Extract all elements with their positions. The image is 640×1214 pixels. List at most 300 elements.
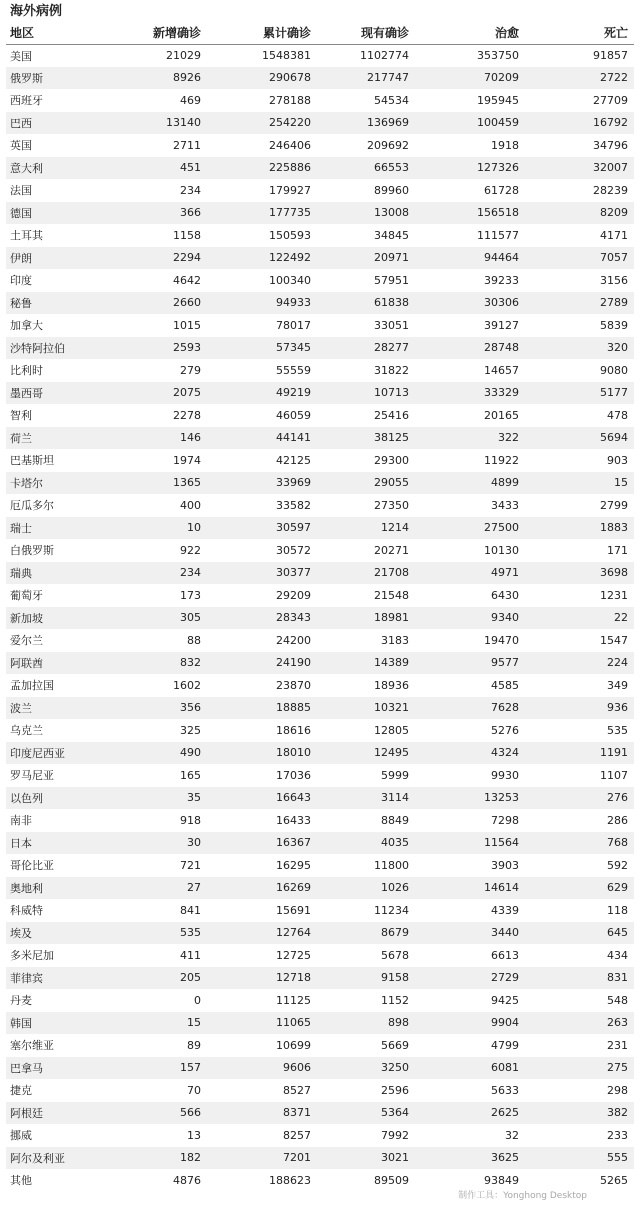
cell-recovered: 10130 — [412, 539, 522, 562]
cell-active-confirmed: 1102774 — [314, 44, 412, 67]
cell-recovered: 11564 — [412, 832, 522, 855]
cell-active-confirmed: 217747 — [314, 67, 412, 90]
cell-deaths: 32007 — [522, 157, 634, 180]
cell-region: 巴西 — [6, 112, 104, 135]
cell-total-confirmed: 290678 — [204, 67, 314, 90]
cell-new-confirmed: 2660 — [104, 292, 204, 315]
cell-recovered: 4324 — [412, 742, 522, 765]
cell-deaths: 382 — [522, 1102, 634, 1125]
cell-new-confirmed: 535 — [104, 922, 204, 945]
cell-total-confirmed: 150593 — [204, 224, 314, 247]
cell-deaths: 7057 — [522, 247, 634, 270]
table-row[interactable] — [6, 427, 634, 450]
table-row[interactable] — [6, 539, 634, 562]
table-row[interactable] — [6, 697, 634, 720]
table-row[interactable] — [6, 562, 634, 585]
cell-active-confirmed: 66553 — [314, 157, 412, 180]
cell-new-confirmed: 1974 — [104, 449, 204, 472]
cell-region: 荷兰 — [6, 427, 104, 450]
cell-region: 土耳其 — [6, 224, 104, 247]
cell-recovered: 9425 — [412, 989, 522, 1012]
cell-recovered: 156518 — [412, 202, 522, 225]
cell-active-confirmed: 57951 — [314, 269, 412, 292]
cell-new-confirmed: 8926 — [104, 67, 204, 90]
cell-new-confirmed: 922 — [104, 539, 204, 562]
column-header-new-confirmed[interactable]: 新增确诊 — [104, 21, 204, 44]
cell-deaths: 548 — [522, 989, 634, 1012]
column-header-active-confirmed[interactable]: 现有确诊 — [314, 21, 412, 44]
cell-new-confirmed: 70 — [104, 1079, 204, 1102]
column-header-total-confirmed[interactable]: 累计确诊 — [204, 21, 314, 44]
table-row[interactable] — [6, 922, 634, 945]
cell-total-confirmed: 12764 — [204, 922, 314, 945]
cell-new-confirmed: 2711 — [104, 134, 204, 157]
cell-deaths: 2799 — [522, 494, 634, 517]
table-row[interactable] — [6, 1102, 634, 1125]
cell-new-confirmed: 1602 — [104, 674, 204, 697]
cell-active-confirmed: 1214 — [314, 517, 412, 540]
cell-new-confirmed: 157 — [104, 1057, 204, 1080]
cell-recovered: 4585 — [412, 674, 522, 697]
cell-deaths: 276 — [522, 787, 634, 810]
cell-deaths: 231 — [522, 1034, 634, 1057]
cell-total-confirmed: 8257 — [204, 1124, 314, 1147]
cell-deaths: 286 — [522, 809, 634, 832]
cell-region: 新加坡 — [6, 607, 104, 630]
table-row[interactable] — [6, 1147, 634, 1170]
cell-total-confirmed: 78017 — [204, 314, 314, 337]
cell-recovered: 30306 — [412, 292, 522, 315]
cell-region: 意大利 — [6, 157, 104, 180]
cell-deaths: 5265 — [522, 1169, 634, 1192]
cell-region: 白俄罗斯 — [6, 539, 104, 562]
cell-recovered: 9904 — [412, 1012, 522, 1035]
table-row[interactable] — [6, 224, 634, 247]
cell-region: 智利 — [6, 404, 104, 427]
cell-total-confirmed: 246406 — [204, 134, 314, 157]
cell-region: 奥地利 — [6, 877, 104, 900]
cell-active-confirmed: 3183 — [314, 629, 412, 652]
cell-active-confirmed: 5669 — [314, 1034, 412, 1057]
cell-deaths: 275 — [522, 1057, 634, 1080]
table-row[interactable] — [6, 1079, 634, 1102]
cell-active-confirmed: 14389 — [314, 652, 412, 675]
cell-new-confirmed: 469 — [104, 89, 204, 112]
cases-table — [6, 21, 634, 1192]
cell-recovered: 27500 — [412, 517, 522, 540]
cell-deaths: 831 — [522, 967, 634, 990]
cell-total-confirmed: 18010 — [204, 742, 314, 765]
cell-recovered: 5276 — [412, 719, 522, 742]
cell-new-confirmed: 15 — [104, 1012, 204, 1035]
cell-active-confirmed: 12495 — [314, 742, 412, 765]
cell-active-confirmed: 7992 — [314, 1124, 412, 1147]
cell-total-confirmed: 24190 — [204, 652, 314, 675]
cell-recovered: 9577 — [412, 652, 522, 675]
cell-region: 科威特 — [6, 899, 104, 922]
cell-deaths: 28239 — [522, 179, 634, 202]
cell-new-confirmed: 279 — [104, 359, 204, 382]
cell-region: 德国 — [6, 202, 104, 225]
cell-recovered: 61728 — [412, 179, 522, 202]
cell-region: 卡塔尔 — [6, 472, 104, 495]
cell-total-confirmed: 122492 — [204, 247, 314, 270]
table-row[interactable] — [6, 787, 634, 810]
table-row[interactable] — [6, 112, 634, 135]
cell-new-confirmed: 205 — [104, 967, 204, 990]
cell-recovered: 2729 — [412, 967, 522, 990]
table-row[interactable] — [6, 584, 634, 607]
cell-new-confirmed: 10 — [104, 517, 204, 540]
cell-recovered: 195945 — [412, 89, 522, 112]
cell-deaths: 5839 — [522, 314, 634, 337]
cell-total-confirmed: 11125 — [204, 989, 314, 1012]
cell-active-confirmed: 5678 — [314, 944, 412, 967]
cell-recovered: 6613 — [412, 944, 522, 967]
cell-total-confirmed: 12725 — [204, 944, 314, 967]
cell-total-confirmed: 8371 — [204, 1102, 314, 1125]
column-header-deaths[interactable]: 死亡 — [522, 21, 634, 44]
cell-deaths: 9080 — [522, 359, 634, 382]
table-row[interactable] — [6, 764, 634, 787]
cell-active-confirmed: 1026 — [314, 877, 412, 900]
cell-total-confirmed: 179927 — [204, 179, 314, 202]
table-row[interactable] — [6, 1034, 634, 1057]
cell-total-confirmed: 18616 — [204, 719, 314, 742]
cell-total-confirmed: 16295 — [204, 854, 314, 877]
cell-active-confirmed: 33051 — [314, 314, 412, 337]
table-row[interactable] — [6, 494, 634, 517]
table-row[interactable] — [6, 809, 634, 832]
cell-active-confirmed: 54534 — [314, 89, 412, 112]
table-row[interactable] — [6, 967, 634, 990]
cell-new-confirmed: 234 — [104, 562, 204, 585]
cell-region: 巴拿马 — [6, 1057, 104, 1080]
cell-new-confirmed: 411 — [104, 944, 204, 967]
table-row[interactable] — [6, 67, 634, 90]
table-row[interactable] — [6, 989, 634, 1012]
cell-total-confirmed: 18885 — [204, 697, 314, 720]
table-row[interactable] — [6, 877, 634, 900]
cell-recovered: 4971 — [412, 562, 522, 585]
cell-new-confirmed: 841 — [104, 899, 204, 922]
cell-recovered: 6081 — [412, 1057, 522, 1080]
cell-total-confirmed: 30597 — [204, 517, 314, 540]
cell-total-confirmed: 11065 — [204, 1012, 314, 1035]
table-row[interactable] — [6, 292, 634, 315]
cell-region: 以色列 — [6, 787, 104, 810]
cell-deaths: 535 — [522, 719, 634, 742]
cell-deaths: 768 — [522, 832, 634, 855]
cell-recovered: 2625 — [412, 1102, 522, 1125]
cell-new-confirmed: 182 — [104, 1147, 204, 1170]
column-header-region[interactable]: 地区 — [6, 21, 104, 44]
cell-total-confirmed: 55559 — [204, 359, 314, 382]
cell-active-confirmed: 13008 — [314, 202, 412, 225]
cell-active-confirmed: 34845 — [314, 224, 412, 247]
cell-region: 英国 — [6, 134, 104, 157]
cell-region: 秘鲁 — [6, 292, 104, 315]
cell-deaths: 5177 — [522, 382, 634, 405]
table-row[interactable] — [6, 337, 634, 360]
cell-deaths: 2789 — [522, 292, 634, 315]
cell-new-confirmed: 400 — [104, 494, 204, 517]
table-row[interactable] — [6, 314, 634, 337]
table-row[interactable] — [6, 157, 634, 180]
cell-new-confirmed: 566 — [104, 1102, 204, 1125]
cell-active-confirmed: 18981 — [314, 607, 412, 630]
table-row[interactable] — [6, 517, 634, 540]
cell-new-confirmed: 832 — [104, 652, 204, 675]
cell-active-confirmed: 28277 — [314, 337, 412, 360]
table-row[interactable] — [6, 944, 634, 967]
cell-new-confirmed: 88 — [104, 629, 204, 652]
cell-new-confirmed: 366 — [104, 202, 204, 225]
cell-recovered: 7628 — [412, 697, 522, 720]
cell-recovered: 20165 — [412, 404, 522, 427]
cell-recovered: 111577 — [412, 224, 522, 247]
cell-region: 瑞士 — [6, 517, 104, 540]
cell-deaths: 4171 — [522, 224, 634, 247]
cell-region: 巴基斯坦 — [6, 449, 104, 472]
cell-region: 爱尔兰 — [6, 629, 104, 652]
table-row[interactable] — [6, 899, 634, 922]
cell-recovered: 33329 — [412, 382, 522, 405]
cell-total-confirmed: 29209 — [204, 584, 314, 607]
cell-total-confirmed: 17036 — [204, 764, 314, 787]
cell-active-confirmed: 20971 — [314, 247, 412, 270]
table-row[interactable] — [6, 89, 634, 112]
table-row[interactable] — [6, 832, 634, 855]
cell-region: 印度 — [6, 269, 104, 292]
cell-recovered: 4799 — [412, 1034, 522, 1057]
table-row[interactable] — [6, 854, 634, 877]
cell-deaths: 34796 — [522, 134, 634, 157]
cell-total-confirmed: 177735 — [204, 202, 314, 225]
cell-region: 罗马尼亚 — [6, 764, 104, 787]
cell-deaths: 3698 — [522, 562, 634, 585]
cell-region: 多米尼加 — [6, 944, 104, 967]
cell-new-confirmed: 13140 — [104, 112, 204, 135]
cell-new-confirmed: 2294 — [104, 247, 204, 270]
cell-deaths: 349 — [522, 674, 634, 697]
cell-deaths: 903 — [522, 449, 634, 472]
cell-active-confirmed: 5364 — [314, 1102, 412, 1125]
cell-new-confirmed: 918 — [104, 809, 204, 832]
cell-region: 丹麦 — [6, 989, 104, 1012]
cell-recovered: 19470 — [412, 629, 522, 652]
table-row[interactable] — [6, 269, 634, 292]
column-header-recovered[interactable]: 治愈 — [412, 21, 522, 44]
cell-active-confirmed: 18936 — [314, 674, 412, 697]
cell-region: 其他 — [6, 1169, 104, 1192]
cell-region: 埃及 — [6, 922, 104, 945]
cell-active-confirmed: 25416 — [314, 404, 412, 427]
cell-region: 菲律宾 — [6, 967, 104, 990]
cell-active-confirmed: 3250 — [314, 1057, 412, 1080]
cell-deaths: 320 — [522, 337, 634, 360]
cell-recovered: 11922 — [412, 449, 522, 472]
table-row[interactable] — [6, 134, 634, 157]
cell-region: 挪威 — [6, 1124, 104, 1147]
cell-recovered: 6430 — [412, 584, 522, 607]
cell-deaths: 592 — [522, 854, 634, 877]
cell-active-confirmed: 136969 — [314, 112, 412, 135]
cell-region: 乌克兰 — [6, 719, 104, 742]
table-row[interactable] — [6, 202, 634, 225]
cell-active-confirmed: 29300 — [314, 449, 412, 472]
cell-total-confirmed: 15691 — [204, 899, 314, 922]
cell-recovered: 3625 — [412, 1147, 522, 1170]
table-row[interactable] — [6, 404, 634, 427]
cell-total-confirmed: 42125 — [204, 449, 314, 472]
cell-recovered: 28748 — [412, 337, 522, 360]
cell-deaths: 5694 — [522, 427, 634, 450]
cell-deaths: 555 — [522, 1147, 634, 1170]
cell-new-confirmed: 490 — [104, 742, 204, 765]
table-row[interactable] — [6, 1124, 634, 1147]
cell-total-confirmed: 24200 — [204, 629, 314, 652]
table-row[interactable] — [6, 629, 634, 652]
cell-active-confirmed: 29055 — [314, 472, 412, 495]
cell-deaths: 936 — [522, 697, 634, 720]
cell-region: 厄瓜多尔 — [6, 494, 104, 517]
cell-recovered: 14614 — [412, 877, 522, 900]
cell-new-confirmed: 146 — [104, 427, 204, 450]
cell-total-confirmed: 94933 — [204, 292, 314, 315]
cell-recovered: 70209 — [412, 67, 522, 90]
cell-total-confirmed: 46059 — [204, 404, 314, 427]
cell-new-confirmed: 173 — [104, 584, 204, 607]
cell-total-confirmed: 225886 — [204, 157, 314, 180]
cell-region: 南非 — [6, 809, 104, 832]
cell-deaths: 434 — [522, 944, 634, 967]
table-row[interactable] — [6, 607, 634, 630]
cell-recovered: 100459 — [412, 112, 522, 135]
cell-recovered: 32 — [412, 1124, 522, 1147]
table-row[interactable] — [6, 1057, 634, 1080]
cell-active-confirmed: 8679 — [314, 922, 412, 945]
cell-recovered: 3903 — [412, 854, 522, 877]
cell-recovered: 94464 — [412, 247, 522, 270]
cell-region: 阿根廷 — [6, 1102, 104, 1125]
cell-new-confirmed: 721 — [104, 854, 204, 877]
cell-active-confirmed: 21548 — [314, 584, 412, 607]
cell-new-confirmed: 0 — [104, 989, 204, 1012]
cell-region: 俄罗斯 — [6, 67, 104, 90]
cell-new-confirmed: 325 — [104, 719, 204, 742]
cell-deaths: 645 — [522, 922, 634, 945]
cell-total-confirmed: 16433 — [204, 809, 314, 832]
cell-total-confirmed: 10699 — [204, 1034, 314, 1057]
cell-active-confirmed: 10713 — [314, 382, 412, 405]
table-row[interactable] — [6, 44, 634, 67]
cell-recovered: 5633 — [412, 1079, 522, 1102]
cell-active-confirmed: 2596 — [314, 1079, 412, 1102]
table-row[interactable] — [6, 652, 634, 675]
cell-active-confirmed: 89960 — [314, 179, 412, 202]
cell-deaths: 224 — [522, 652, 634, 675]
cell-active-confirmed: 4035 — [314, 832, 412, 855]
cell-active-confirmed: 61838 — [314, 292, 412, 315]
cell-deaths: 118 — [522, 899, 634, 922]
cell-active-confirmed: 9158 — [314, 967, 412, 990]
cell-recovered: 1918 — [412, 134, 522, 157]
cell-deaths: 1191 — [522, 742, 634, 765]
cell-deaths: 298 — [522, 1079, 634, 1102]
cell-region: 墨西哥 — [6, 382, 104, 405]
table-row[interactable] — [6, 382, 634, 405]
table-row[interactable] — [6, 742, 634, 765]
cell-recovered: 7298 — [412, 809, 522, 832]
cell-new-confirmed: 1365 — [104, 472, 204, 495]
cell-active-confirmed: 31822 — [314, 359, 412, 382]
cell-active-confirmed: 20271 — [314, 539, 412, 562]
cell-recovered: 4899 — [412, 472, 522, 495]
page-title: 海外病例 — [10, 4, 63, 19]
table-row[interactable] — [6, 1169, 634, 1192]
table-row[interactable] — [6, 1012, 634, 1035]
cell-active-confirmed: 209692 — [314, 134, 412, 157]
cell-new-confirmed: 21029 — [104, 44, 204, 67]
cell-total-confirmed: 57345 — [204, 337, 314, 360]
table-row[interactable] — [6, 449, 634, 472]
cell-region: 塞尔维亚 — [6, 1034, 104, 1057]
table-row[interactable] — [6, 472, 634, 495]
cell-new-confirmed: 2075 — [104, 382, 204, 405]
cell-deaths: 233 — [522, 1124, 634, 1147]
cell-deaths: 15 — [522, 472, 634, 495]
cell-new-confirmed: 4642 — [104, 269, 204, 292]
cell-region: 瑞典 — [6, 562, 104, 585]
cell-recovered: 14657 — [412, 359, 522, 382]
cell-total-confirmed: 49219 — [204, 382, 314, 405]
cell-active-confirmed: 89509 — [314, 1169, 412, 1192]
cell-total-confirmed: 44141 — [204, 427, 314, 450]
cell-new-confirmed: 305 — [104, 607, 204, 630]
cell-deaths: 16792 — [522, 112, 634, 135]
cell-deaths: 629 — [522, 877, 634, 900]
cell-recovered: 9340 — [412, 607, 522, 630]
cell-total-confirmed: 9606 — [204, 1057, 314, 1080]
cell-deaths: 8209 — [522, 202, 634, 225]
table-row[interactable] — [6, 179, 634, 202]
cell-new-confirmed: 451 — [104, 157, 204, 180]
cell-total-confirmed: 28343 — [204, 607, 314, 630]
cell-deaths: 1547 — [522, 629, 634, 652]
cell-active-confirmed: 11800 — [314, 854, 412, 877]
cell-recovered: 9930 — [412, 764, 522, 787]
cell-recovered: 39233 — [412, 269, 522, 292]
table-row[interactable] — [6, 674, 634, 697]
cell-active-confirmed: 1152 — [314, 989, 412, 1012]
table-row[interactable] — [6, 247, 634, 270]
cell-total-confirmed: 33969 — [204, 472, 314, 495]
cell-active-confirmed: 12805 — [314, 719, 412, 742]
cell-total-confirmed: 23870 — [204, 674, 314, 697]
footer-credit: 制作工具：Yonghong Desktop — [458, 1191, 587, 1201]
cell-deaths: 27709 — [522, 89, 634, 112]
table-header-row — [6, 21, 634, 44]
table-row[interactable] — [6, 359, 634, 382]
cell-recovered: 127326 — [412, 157, 522, 180]
cell-new-confirmed: 2593 — [104, 337, 204, 360]
table-row[interactable] — [6, 719, 634, 742]
cell-active-confirmed: 898 — [314, 1012, 412, 1035]
cell-deaths: 2722 — [522, 67, 634, 90]
cell-total-confirmed: 8527 — [204, 1079, 314, 1102]
cell-total-confirmed: 278188 — [204, 89, 314, 112]
